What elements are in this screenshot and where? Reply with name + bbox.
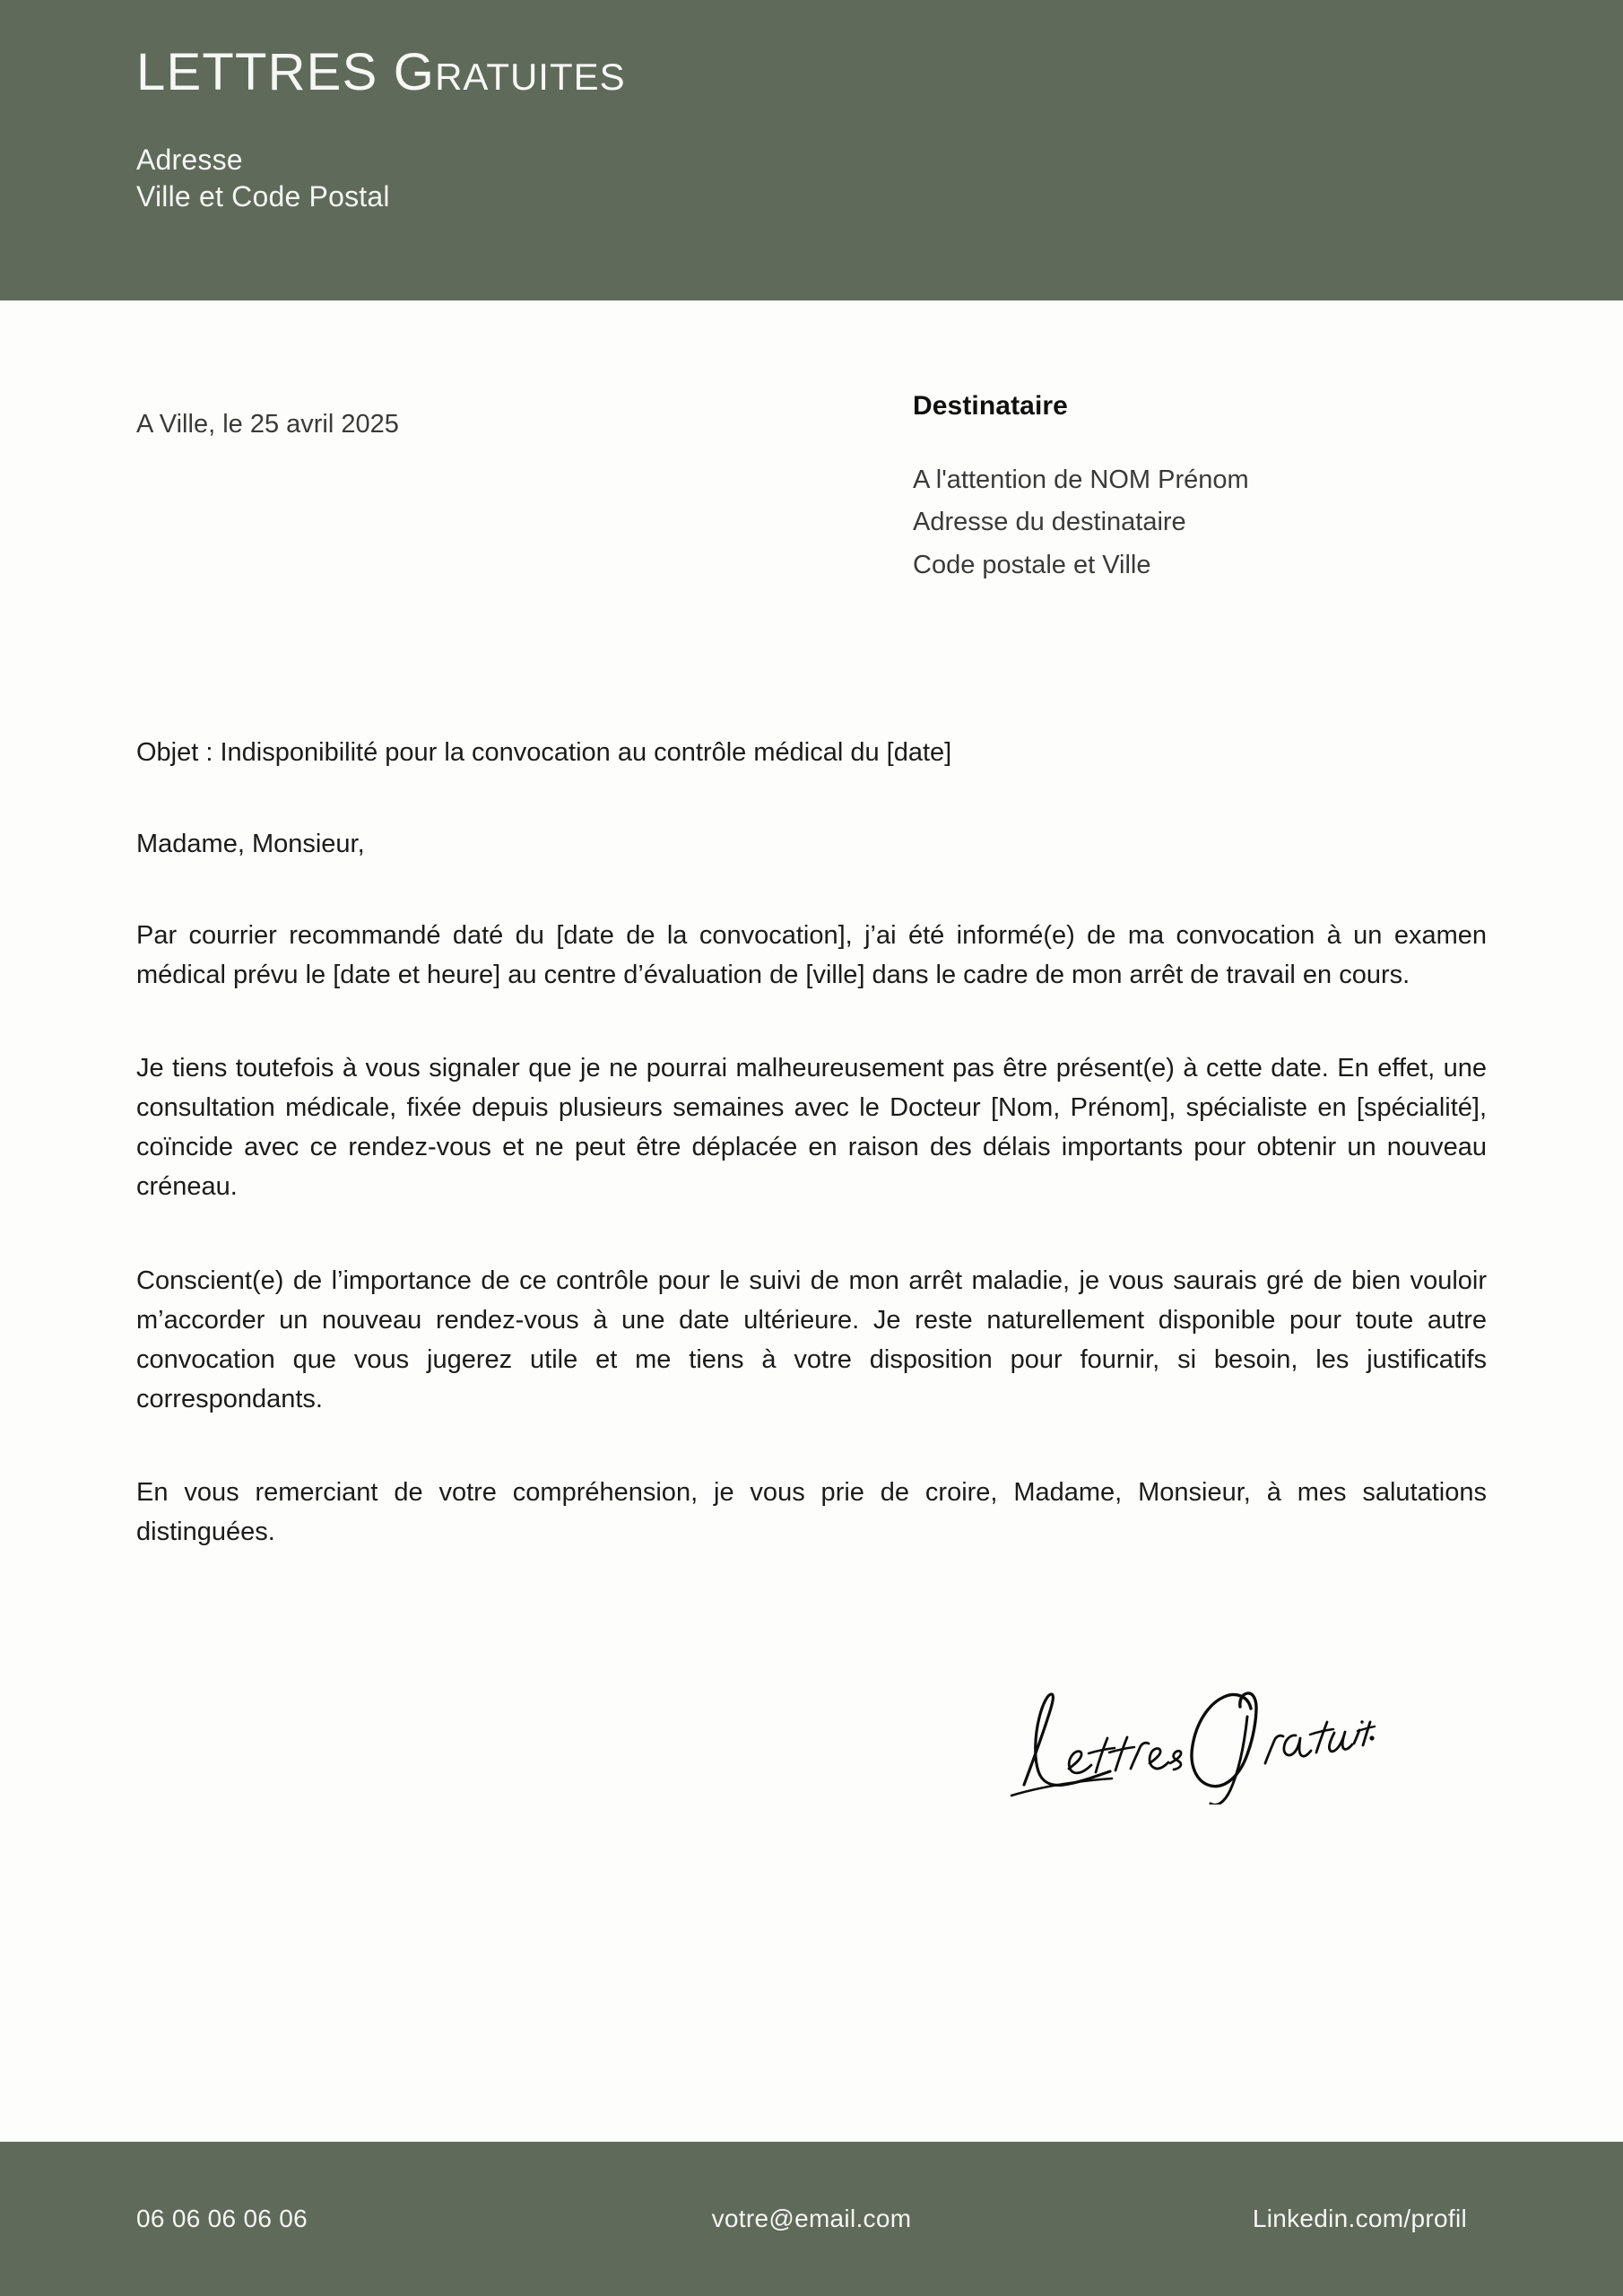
- brand-title-smallcaps: RATUITES: [435, 56, 626, 98]
- body-paragraph-2: Je tiens toutefois à vous signaler que je ne pourrai malheureusement pas être présent(e) à cette date. En effet, une consultation médicale, fixée depuis plusieurs semaines avec le Docteur [Nom, Prénom], spécialiste en [spécialité], coïncide avec ce rendez-vous et ne peut être déplacée en raison des délais importants pour obtenir un nouveau créneau.: [136, 1054, 1487, 1202]
- sender-address-line: Adresse: [136, 144, 243, 176]
- recipient-block: [904, 388, 1487, 587]
- subject-line: Objet : Indisponibilité pour la convocation au contrôle médical du [date]: [136, 737, 952, 767]
- body-paragraph-3: Conscient(e) de l’importance de ce contrôle pour le suivi de mon arrêt maladie, je vous saurais gré de bien vouloir m’accorder un nouveau rendez-vous à une date ultérieure. Je reste naturellement disponible pour toute autre convocation que vous jugerez utile et me tiens à votre disposition pour fournir, si besoin, les justificatifs correspondants.: [136, 1265, 1487, 1413]
- letter-body: [0, 300, 1623, 2142]
- handwritten-signature-icon: [992, 1670, 1377, 1805]
- date-and-place: A Ville, le 25 avril 2025: [136, 410, 399, 439]
- letter-footer: [0, 2142, 1623, 2296]
- sender-city-postal-line: Ville et Code Postal: [136, 179, 390, 213]
- signature-area: [136, 1670, 1487, 1805]
- body-paragraph-1: Par courrier recommandé daté du [date de la convocation], j’ai été informé(e) de ma convocation à un examen médical prévu le [date et heure] au centre d’évaluation de [ville] dans le cadre de mon arrêt de travail en cours.: [136, 921, 1487, 990]
- recipient-city-line: Code postale et Ville: [913, 550, 1151, 579]
- brand-title-main: LETTRES G: [136, 43, 436, 101]
- salutation: Madame, Monsieur,: [136, 829, 365, 858]
- footer-linkedin[interactable]: Linkedin.com/profil: [1252, 2205, 1467, 2232]
- body-paragraph-4: En vous remerciant de votre compréhension, je vous prie de croire, Madame, Monsieur, à mes salutations distinguées.: [136, 1477, 1487, 1546]
- meta-row: [136, 300, 1487, 587]
- recipient-address-line: Adresse du destinataire: [913, 508, 1186, 537]
- recipient-attention-line: A l'attention de NOM Prénom: [913, 465, 1249, 494]
- brand-title: [136, 43, 1623, 101]
- footer-phone[interactable]: 06 06 06 06 06: [136, 2205, 308, 2232]
- letter-header: [0, 0, 1623, 300]
- recipient-heading: Destinataire: [913, 391, 1068, 421]
- footer-email[interactable]: votre@email.com: [711, 2205, 912, 2232]
- sender-address-block: [136, 142, 1623, 215]
